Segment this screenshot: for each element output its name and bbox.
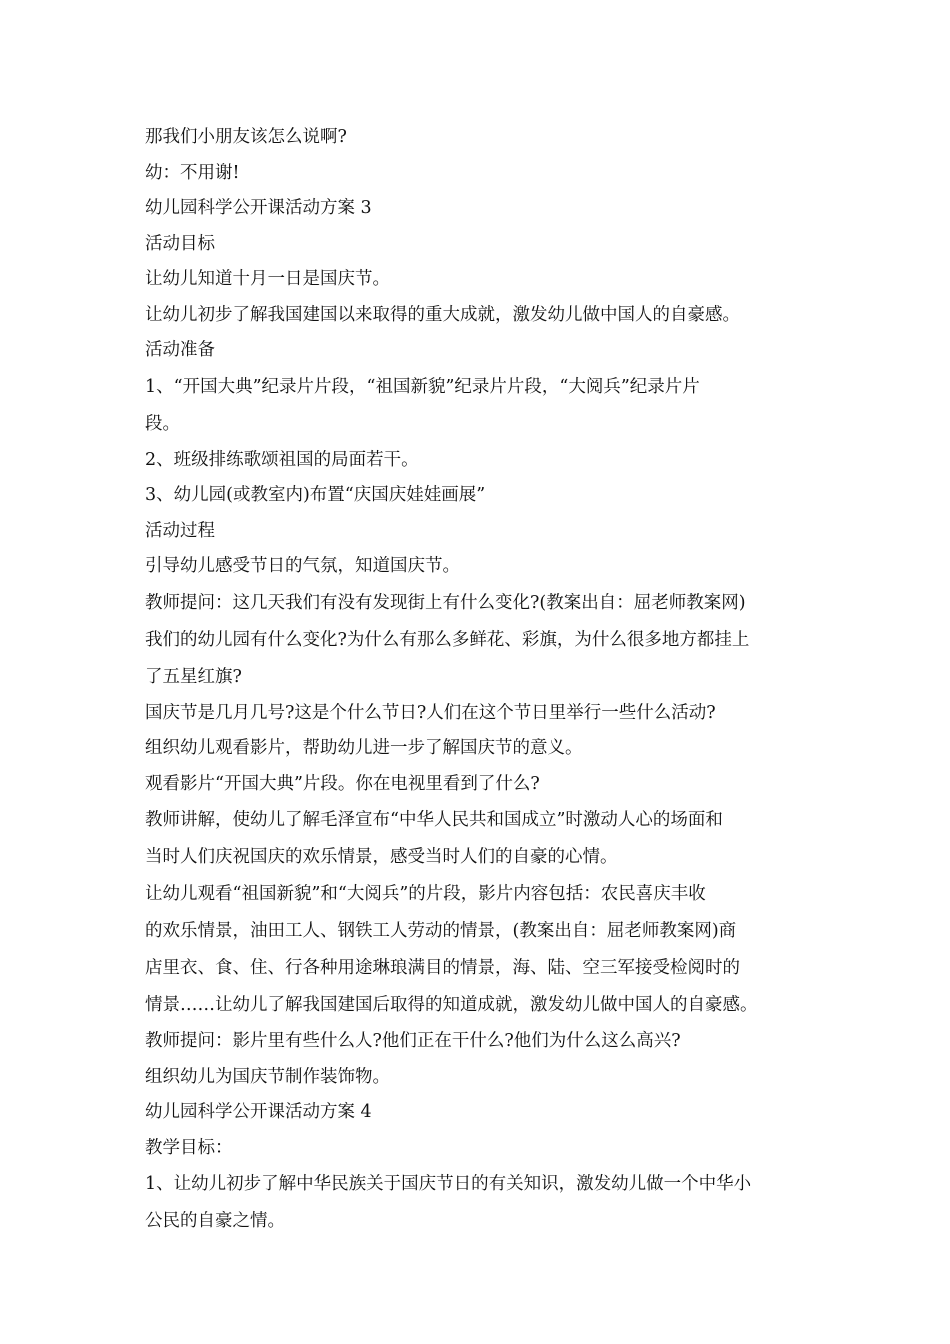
text-line: 组织幼儿观看影片，帮助幼儿进一步了解国庆节的意义。 xyxy=(145,738,583,758)
text-line: 情景……让幼儿了解我国建国后取得的知道成就，激发幼儿做中国人的自豪感。 xyxy=(145,995,758,1015)
text-line: 店里衣、食、住、行各种用途琳琅满目的情景，海、陆、空三军接受检阅时的 xyxy=(145,958,740,978)
document-page xyxy=(145,120,815,1240)
text-line: 让幼儿知道十月一日是国庆节。 xyxy=(145,269,390,289)
paragraph xyxy=(145,876,815,1024)
section-heading: 幼儿园科学公开课活动方案 3 xyxy=(145,198,372,218)
text-line: 教师提问：这几天我们有没有发现街上有什么变化?(教案出自：屈老师教案网) xyxy=(145,592,746,613)
text-line: 1、让幼儿初步了解中华民族关于国庆节日的有关知识，激发幼儿做一个中华小 xyxy=(145,1174,752,1194)
paragraph xyxy=(145,369,815,443)
text-line: 幼：不用谢! xyxy=(145,162,240,183)
paragraph xyxy=(145,585,815,696)
text-line: 我们的幼儿园有什么变化?为什么有那么多鲜花、彩旗，为什么很多地方都挂上 xyxy=(145,629,750,650)
text-line: 教师讲解，使幼儿了解毛泽宣布“中华人民共和国成立”时激动人心的场面和 xyxy=(145,810,723,830)
text-line: 1、“开国大典”纪录片片段，“祖国新貌”纪录片片段，“大阅兵”纪录片片 xyxy=(145,376,700,397)
section-heading: 幼儿园科学公开课活动方案 4 xyxy=(145,1102,372,1122)
subheading: 活动目标 xyxy=(145,233,215,254)
subheading: 活动准备 xyxy=(145,340,215,360)
text-line: 观看影片“开国大典”片段。你在电视里看到了什么? xyxy=(145,773,540,794)
text-line: 的欢乐情景，油田工人、钢铁工人劳动的情景，(教案出自：屈老师教案网)商 xyxy=(145,921,737,941)
text-line: 国庆节是几月几号?这是个什么节日?人们在这个节日里举行一些什么活动? xyxy=(145,702,716,723)
text-line: 那我们小朋友该怎么说啊? xyxy=(145,127,347,147)
text-line: 了五星红旗? xyxy=(145,666,242,687)
paragraph xyxy=(145,1166,815,1240)
subheading: 活动过程 xyxy=(145,520,215,541)
paragraph xyxy=(145,802,815,876)
text-line: 当时人们庆祝国庆的欢乐情景，感受当时人们的自豪的心情。 xyxy=(145,847,618,867)
text-line: 3、幼儿园(或教室内)布置“庆国庆娃娃画展” xyxy=(145,485,486,505)
text-line: 段。 xyxy=(145,413,180,434)
text-line: 组织幼儿为国庆节制作装饰物。 xyxy=(145,1066,390,1087)
text-line: 让幼儿观看“祖国新貌”和“大阅兵”的片段，影片内容包括：农民喜庆丰收 xyxy=(145,884,706,904)
subheading: 教学目标： xyxy=(145,1137,233,1158)
text-line: 公民的自豪之情。 xyxy=(145,1211,285,1231)
text-line: 2、班级排练歌颂祖国的局面若干。 xyxy=(145,449,419,470)
text-line: 教师提问：影片里有些什么人?他们正在干什么?他们为什么这么高兴? xyxy=(145,1031,681,1051)
text-line: 让幼儿初步了解我国建国以来取得的重大成就，激发幼儿做中国人的自豪感。 xyxy=(145,304,740,325)
text-line: 引导幼儿感受节日的气氛，知道国庆节。 xyxy=(145,556,460,576)
